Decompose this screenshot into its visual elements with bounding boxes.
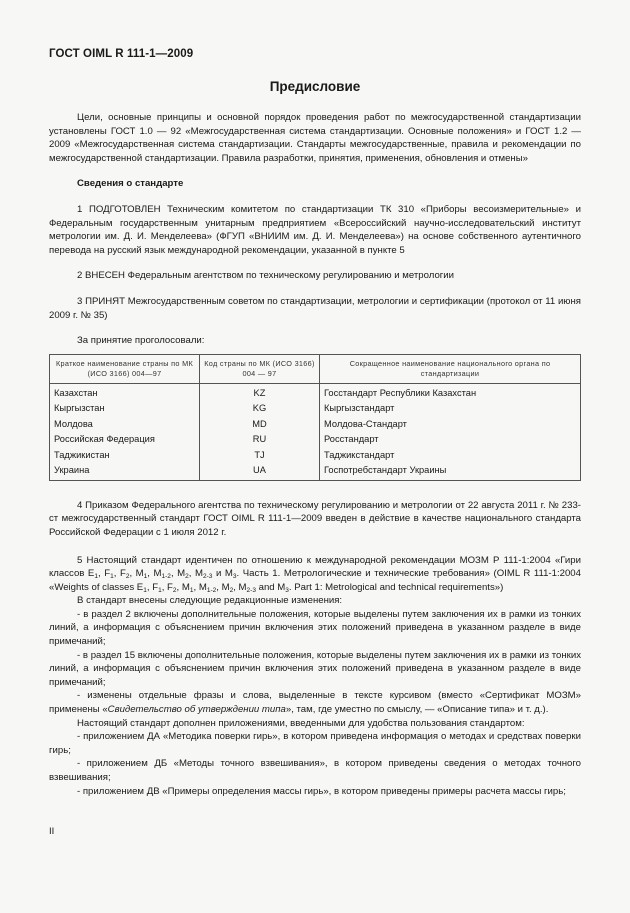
table-row [50, 417, 581, 433]
table-row [50, 432, 581, 448]
body-cell: Молдова-Стандарт [320, 417, 581, 433]
page-title: Предисловие [269, 79, 361, 94]
annex-intro: Настоящий стандарт дополнен приложениями, введенными для удобства пользования стандартом: [77, 717, 525, 729]
body-cell: Госстандарт Республики Казахстан [320, 383, 581, 401]
intro-paragraph: Цели, основные принципы и основной порядок проведения работ по межгосударственной стандартизации установлены ГОСТ 1.0 — 92 «Межгосударственная система стандартизации. Основные положения» и ГОСТ 1.2 — 2009 «Межгосударственная система стандартизации. Стандарты межгосударственные, правила и рекомендации по межгосударственной стандартизации. Правила разработки, принятия, применения, обновления и отмены» [49, 112, 581, 164]
country-cell: Украина [50, 463, 200, 480]
code-cell: MD [200, 417, 320, 433]
code-cell: RU [200, 432, 320, 448]
item-5-paragraph: 5 Настоящий стандарт идентичен по отношению к международной рекомендации МОЗМ Р 111-1:2004 «Гири классов $Е_1$, $F_1$, $F_2$, $M_1$, $M_{1-2}$, $M_2$, $М_{2-3}$ и $М_3$. Часть 1. Метрологические и технические требования» (OIML R 111-1:2004 «Weights of classes $E_1$, $F_1$, $F_2$, $M_1$, $M_{1-2}$, $M_2$, $M_{2-3}$ and $M_3$. Part 1: Metrological and technical requirements») [49, 554, 581, 594]
country-cell: Таджикистан [50, 448, 200, 464]
table-row [50, 448, 581, 464]
table-row [50, 401, 581, 417]
code-cell: UA [200, 463, 320, 480]
changes-intro: В стандарт внесены следующие редакционные изменения: [77, 595, 343, 607]
body-cell: Кыргызстандарт [320, 401, 581, 417]
foreword-body [49, 111, 581, 798]
vote-label: За принятие проголосовали: [77, 335, 205, 347]
table-row [50, 383, 581, 401]
document-header: ГОСТ OIML R 111-1—2009 [49, 48, 194, 60]
countries-table [49, 354, 581, 481]
item-2-paragraph: 2 ВНЕСЕН Федеральным агентством по техническому регулированию и метрологии [77, 270, 455, 282]
change-item: - в раздел 15 включены дополнительные положения, которые выделены путем заключения их в рамки из тонких линий, а информация с объяснением причин включения этих положений приведена в указанном разделе в виде примечаний; [49, 649, 581, 688]
body-cell: Росстандарт [320, 432, 581, 448]
change-item: - в раздел 2 включены дополнительные положения, которые выделены путем заключения их в рамки из тонких линий, а информация с объяснением причин включения этих положений приведена в указанном разделе в виде примечаний; [49, 608, 581, 648]
table-header-body: Сокращенное наименование национального органа по стандартизации [320, 354, 581, 383]
page-number: II [49, 826, 55, 837]
table-header-code: Код страны по МК (ИСО 3166) 004 — 97 [200, 354, 320, 383]
item-4-paragraph: 4 Приказом Федерального агентства по техническому регулированию и метрологии от 22 августа 2011 г. № 233-ст межгосударственный стандарт ГОСТ OIML R 111-1—2009 введен в действие в качестве национального стандарта Российской Федерации с 1 июля 2012 г. [49, 499, 581, 538]
annex-item: - приложением ДА «Методика поверки гирь», в котором приведена информация о методах и средствах поверки гирь; [49, 731, 581, 756]
country-cell: Молдова [50, 417, 200, 433]
table-row [50, 463, 581, 480]
country-cell: Казахстан [50, 383, 200, 401]
annex-item: - приложением ДБ «Методы точного взвешивания», в котором приведены сведения о методах точного взвешивания; [49, 758, 581, 783]
code-cell: KZ [200, 383, 320, 401]
table-header-row [50, 354, 581, 383]
item-1-paragraph: 1 ПОДГОТОВЛЕН Техническим комитетом по стандартизации ТК 310 «Приборы весоизмерительные» и Федеральным государственным унитарным предприятием «Всероссийский научно-исследовательский институт метрологии им. Д. И. Менделеева» (ФГУП «ВНИИМ им. Д. И. Менделеева») на основе собственного аутентичного перевода на русский язык международной рекомендации, указанной в пункте 5 [49, 203, 581, 256]
country-cell: Российская Федерация [50, 432, 200, 448]
item-3-paragraph: 3 ПРИНЯТ Межгосударственным советом по стандартизации, метрологии и сертификации (протокол от 11 июня 2009 г. № 35) [49, 295, 581, 321]
country-cell: Кыргызстан [50, 401, 200, 417]
code-cell: KG [200, 401, 320, 417]
table-header-country: Краткое наименование страны по МК (ИСО 3166) 004—97 [50, 354, 200, 383]
section-heading: Сведения о стандарте [77, 178, 184, 190]
body-cell: Госпотребстандарт Украины [320, 463, 581, 480]
annex-item: - приложением ДВ «Примеры определения массы гирь», в котором приведены примеры расчета массы гирь; [77, 785, 566, 797]
code-cell: TJ [200, 448, 320, 464]
change-item: - изменены отдельные фразы и слова, выделенные в тексте курсивом (вместо «Сертификат МОЗМ» применены «Свидетельство об утверждении типа», там, где уместно по смыслу, — «Описание типа» и т. д.). [49, 690, 581, 716]
body-cell: Таджикстандарт [320, 448, 581, 464]
